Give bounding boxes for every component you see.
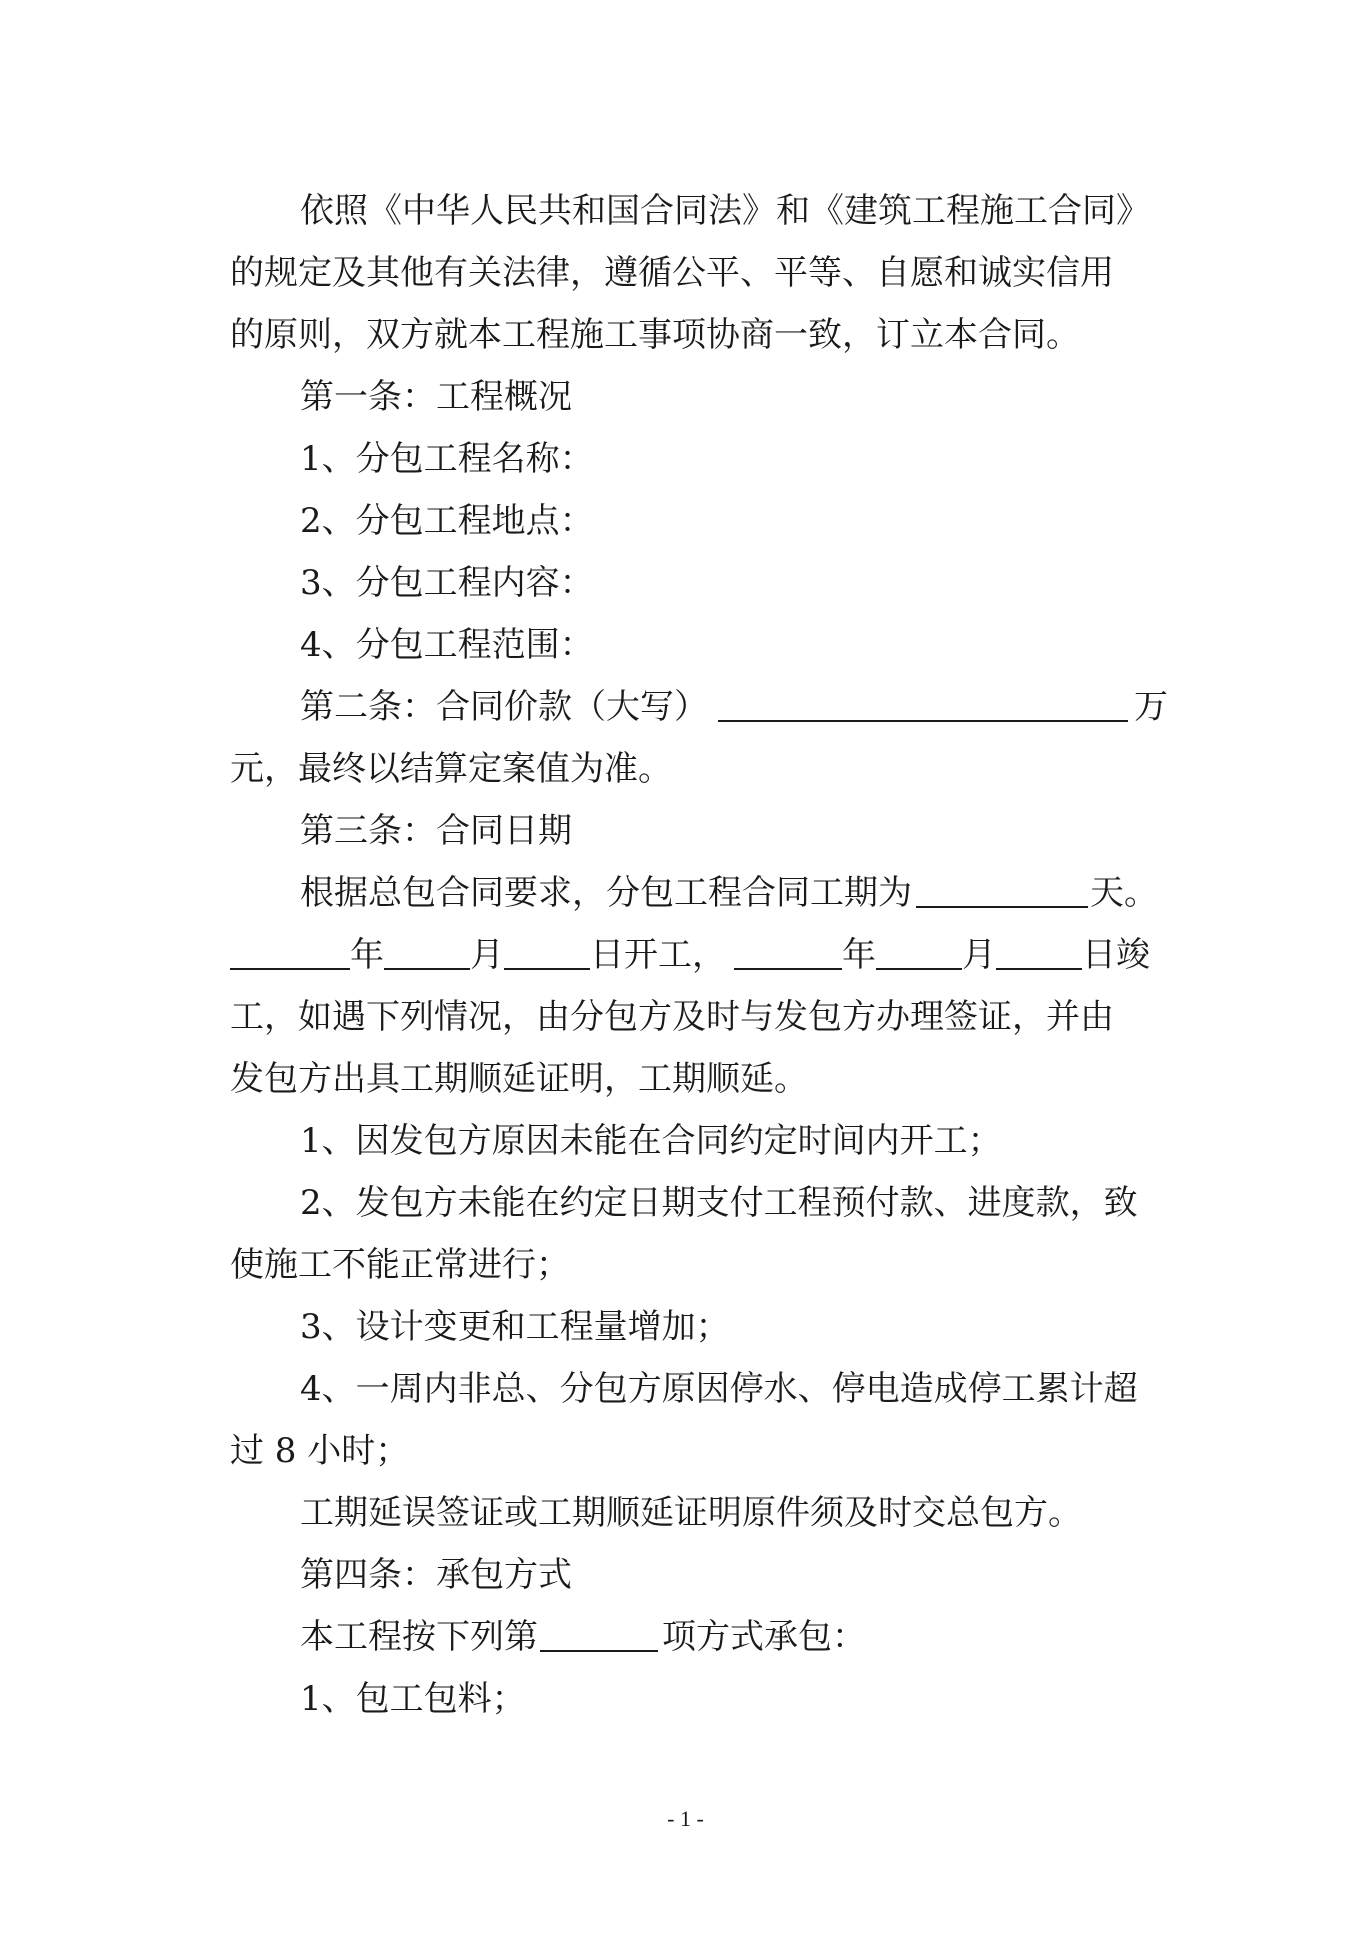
- contract-mode-prefix: 本工程按下列第: [300, 1617, 538, 1657]
- start-year-label: 年: [350, 935, 384, 975]
- project-content-item: 3、分包工程内容：: [300, 563, 594, 603]
- intro-line-1: 依照《中华人民共和国合同法》和《建筑工程施工合同》: [300, 191, 1150, 231]
- start-month-blank[interactable]: [384, 928, 470, 970]
- contract-mode-option-1: 1、包工包料；: [300, 1679, 526, 1719]
- delay-condition-2-line-1: 2、发包方未能在约定日期支付工程预付款、进度款，致: [300, 1183, 1138, 1223]
- start-day-label: 日开工，: [590, 935, 726, 975]
- contract-price-blank[interactable]: [718, 680, 1128, 722]
- delay-certificate-note: 工期延误签证或工期顺延证明原件须及时交总包方。: [300, 1493, 1082, 1533]
- end-month-blank[interactable]: [876, 928, 962, 970]
- start-day-blank[interactable]: [504, 928, 590, 970]
- delay-condition-1: 1、因发包方原因未能在合同约定时间内开工；: [300, 1121, 1002, 1161]
- period-days-blank[interactable]: [916, 866, 1088, 908]
- project-location-item: 2、分包工程地点：: [300, 501, 594, 541]
- article-4-heading: 第四条：承包方式: [300, 1555, 572, 1595]
- intro-line-3: 的原则，双方就本工程施工事项协商一致，订立本合同。: [230, 315, 1080, 355]
- contract-body: [230, 180, 1168, 1730]
- intro-line-2: 的规定及其他有关法律，遵循公平、平等、自愿和诚实信用: [230, 253, 1114, 293]
- article-2-suffix: 万: [1134, 687, 1168, 727]
- article-2-prefix: 第二条：合同价款（大写）: [300, 687, 708, 727]
- delay-condition-2-line-2: 使施工不能正常进行；: [230, 1245, 570, 1285]
- article-2-line-1: [230, 676, 1168, 738]
- project-scope-item: 4、分包工程范围：: [300, 625, 594, 665]
- start-year-blank[interactable]: [230, 928, 350, 970]
- delay-condition-intro-2: 发包方出具工期顺延证明，工期顺延。: [230, 1059, 808, 1099]
- delay-condition-3: 3、设计变更和工程量增加；: [300, 1307, 730, 1347]
- article-1-heading: 第一条：工程概况: [300, 377, 572, 417]
- period-prefix: 根据总包合同要求，分包工程合同工期为: [300, 873, 912, 913]
- end-year-blank[interactable]: [734, 928, 842, 970]
- project-name-item: 1、分包工程名称：: [300, 439, 594, 479]
- contract-mode-blank[interactable]: [540, 1610, 658, 1652]
- construction-period-line: [230, 862, 1158, 924]
- delay-condition-intro-1: 工，如遇下列情况，由分包方及时与发包方办理签证，并由: [230, 997, 1114, 1037]
- delay-condition-4-line-1: 4、一周内非总、分包方原因停水、停电造成停工累计超: [300, 1369, 1138, 1409]
- start-month-label: 月: [470, 935, 504, 975]
- period-suffix: 天。: [1090, 873, 1158, 913]
- end-day-blank[interactable]: [996, 928, 1082, 970]
- delay-condition-4-line-2: 过 8 小时；: [230, 1431, 410, 1471]
- end-year-label: 年: [842, 935, 876, 975]
- article-3-heading: 第三条：合同日期: [300, 811, 572, 851]
- article-2-line-2: 元，最终以结算定案值为准。: [230, 749, 672, 789]
- contract-mode-suffix: 项方式承包：: [662, 1617, 866, 1657]
- end-month-label: 月: [962, 935, 996, 975]
- end-day-label: 日竣: [1082, 935, 1150, 975]
- date-range-line: [230, 924, 1150, 986]
- page-number: - 1 -: [667, 1806, 704, 1831]
- contract-mode-line: [230, 1606, 1145, 1668]
